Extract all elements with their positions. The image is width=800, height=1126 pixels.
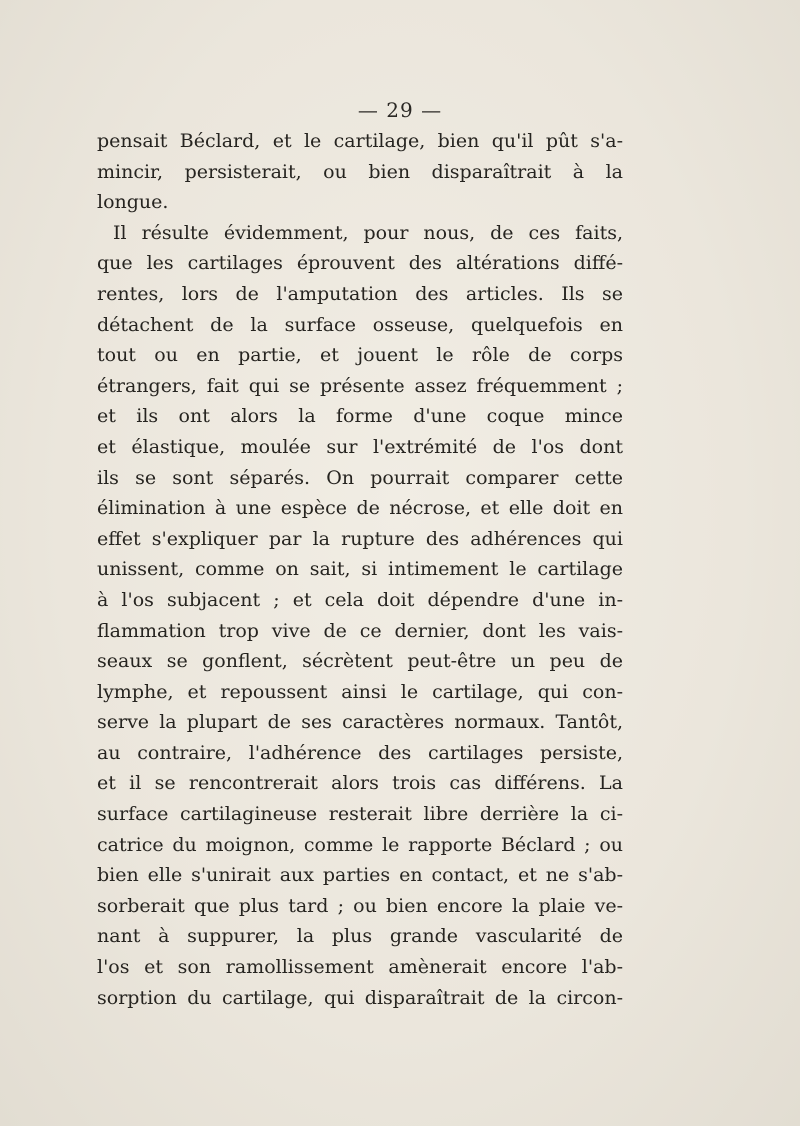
text-line: seaux se gonflent, sécrètent peut-être un peu de xyxy=(97,650,623,673)
text-line: et il se rencontrerait alors trois cas différens. La xyxy=(97,772,623,795)
text-line: pensait Béclard, et le cartilage, bien qu'il pût s'a- xyxy=(97,130,623,152)
text-line: et ils ont alors la forme d'une coque mince xyxy=(97,405,623,428)
body-text xyxy=(97,126,623,1013)
text-line: détachent de la surface osseuse, quelquefois en xyxy=(97,313,623,336)
text-line: bien elle s'unirait aux parties en contact, et ne s'ab- xyxy=(97,864,623,887)
text-line: surface cartilagineuse resterait libre derrière la ci- xyxy=(97,803,623,826)
text-line: flammation trop vive de ce dernier, dont les vais- xyxy=(97,619,623,642)
text-line: rentes, lors de l'amputation des articles. Ils se xyxy=(97,282,623,305)
text-line: effet s'expliquer par la rupture des adhérences qui xyxy=(97,527,623,550)
text-line: catrice du moignon, comme le rapporte Béclard ; ou xyxy=(97,833,623,856)
paragraph-start-line: Il résulte évidemment, pour nous, de ces faits, xyxy=(113,221,623,244)
text-line: sorberait que plus tard ; ou bien encore la plaie ve- xyxy=(97,894,623,917)
text-line: lymphe, et repoussent ainsi le cartilage, qui con- xyxy=(97,680,623,703)
page-number: — 29 — xyxy=(357,98,443,122)
text-line: étrangers, fait qui se présente assez fréquemment ; xyxy=(97,374,623,397)
text-line: au contraire, l'adhérence des cartilages persiste, xyxy=(97,741,623,764)
text-line: tout ou en partie, et jouent le rôle de corps xyxy=(97,344,623,367)
text-line: élimination à une espèce de nécrose, et elle doit en xyxy=(97,497,623,520)
text-line: l'os et son ramollissement amènerait encore l'ab- xyxy=(97,956,623,979)
text-line: nant à suppurer, la plus grande vascularité de xyxy=(97,925,623,948)
text-line: ils se sont séparés. On pourrait comparer cette xyxy=(97,466,623,489)
text-line: serve la plupart de ses caractères normaux. Tantôt, xyxy=(97,711,623,734)
text-line: longue. xyxy=(97,191,169,214)
text-line: que les cartilages éprouvent des altérations diffé- xyxy=(97,252,623,275)
text-line: et élastique, moulée sur l'extrémité de l'os dont xyxy=(97,435,623,458)
text-line: à l'os subjacent ; et cela doit dépendre d'une in- xyxy=(97,588,623,611)
text-line: unissent, comme on sait, si intimement le cartilage xyxy=(97,558,623,581)
text-line: sorption du cartilage, qui disparaîtrait de la circon- xyxy=(97,986,623,1009)
text-line: mincir, persisterait, ou bien disparaîtrait à la xyxy=(97,160,623,183)
